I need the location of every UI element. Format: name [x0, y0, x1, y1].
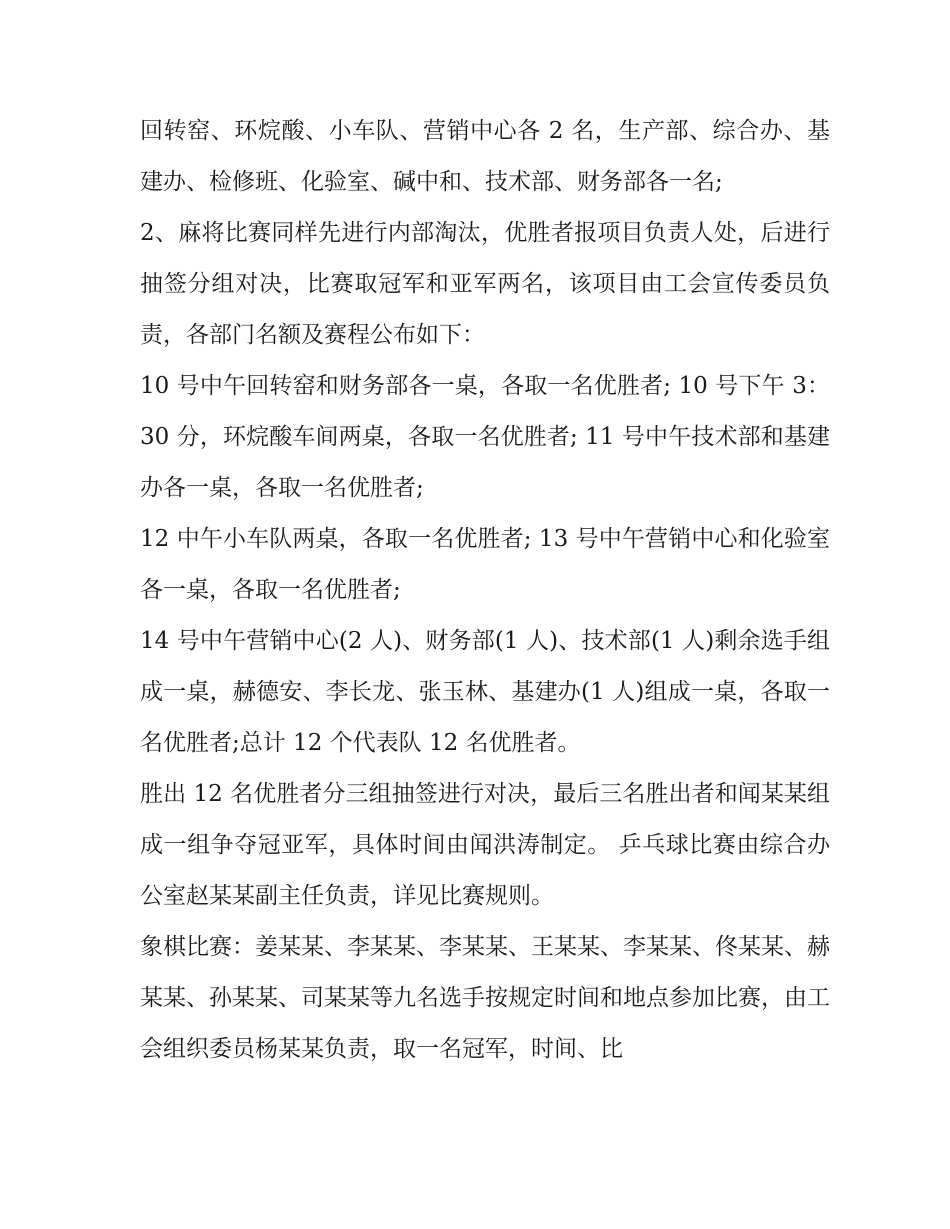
paragraph-1: 回转窑、环烷酸、小车队、营销中心各 2 名，生产部、综合办、基建办、检修班、化验室、碱中和、技术部、财务部各一名;: [140, 118, 830, 195]
paragraph-7: 象棋比赛：姜某某、李某某、李某某、王某某、李某某、佟某某、赫某某、孙某某、司某某等九名选手按规定时间和地点参加比赛，由工会组织委员杨某某负责，取一名冠军，时间、比: [140, 934, 830, 1062]
paragraph-2: 2、麻将比赛同样先进行内部淘汰，优胜者报项目负责人处，后进行抽签分组对决，比赛取冠军和亚军两名，该项目由工会宣传委员负责，各部门名额及赛程公布如下：: [140, 220, 830, 348]
paragraph-3: 10 号中午回转窑和财务部各一桌，各取一名优胜者; 10 号下午 3：30 分，环烷酸车间两桌，各取一名优胜者; 11 号中午技术部和基建办各一桌，各取一名优胜者;: [140, 373, 830, 501]
paragraph-4: 12 中午小车队两桌，各取一名优胜者; 13 号中午营销中心和化验室各一桌，各取一名优胜者;: [140, 526, 830, 603]
document-body: [140, 106, 830, 1075]
paragraph-5: 14 号中午营销中心(2 人)、财务部(1 人)、技术部(1 人)剩余选手组成一桌，赫德安、李长龙、张玉林、基建办(1 人)组成一桌，各取一名优胜者;总计 12 个代表队 12 名优胜者。: [140, 628, 830, 756]
paragraph-6: 胜出 12 名优胜者分三组抽签进行对决，最后三名胜出者和闻某某组成一组争夺冠亚军，具体时间由闻洪涛制定。 乒乓球比赛由综合办公室赵某某副主任负责，详见比赛规则。: [140, 781, 830, 909]
